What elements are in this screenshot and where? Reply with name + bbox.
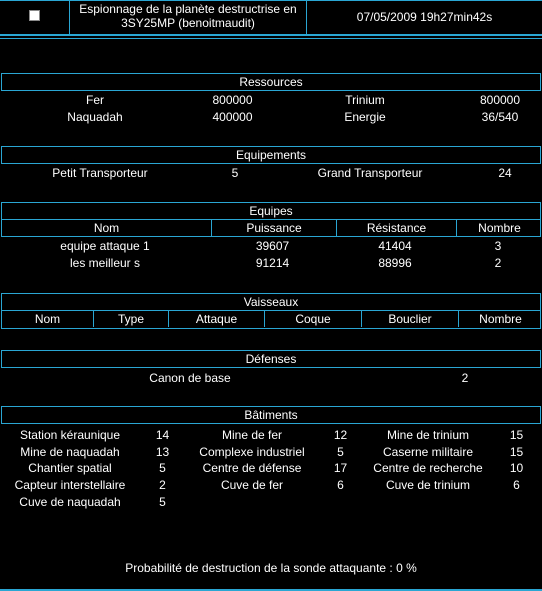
vaisseaux-title: Vaisseaux <box>2 294 540 311</box>
top-bar-top-border <box>0 0 542 1</box>
equipment-count: 5 <box>231 166 239 180</box>
building-level: 10 <box>509 461 524 475</box>
equipements-section <box>1 146 541 164</box>
building-level: 13 <box>155 445 170 459</box>
batiments-section <box>1 406 541 424</box>
equipment-name: Grand Transporteur <box>317 166 423 180</box>
report-datetime: 07/05/2009 19h27min42s <box>356 10 493 24</box>
select-checkbox[interactable] <box>29 10 40 21</box>
building-name: Mine de naquadah <box>20 445 120 459</box>
equipements-title: Equipements <box>235 148 307 162</box>
spy-report-title-line1: Espionnage de la planète destructrise en <box>79 2 297 16</box>
building-level: 5 <box>159 461 166 475</box>
vaisseaux-section <box>1 293 541 329</box>
building-level: 15 <box>509 445 524 459</box>
team-resistance: 88996 <box>378 256 412 270</box>
resource-value: 36/540 <box>481 110 519 124</box>
building-name: Mine de fer <box>221 428 283 442</box>
building-level: 12 <box>333 428 348 442</box>
resource-value: 400000 <box>212 110 253 124</box>
ressources-title: Ressources <box>239 75 303 89</box>
spy-report-title <box>70 2 306 30</box>
resource-value: 800000 <box>212 93 253 107</box>
building-level: 6 <box>337 478 344 492</box>
top-bar <box>0 0 542 34</box>
building-level: 2 <box>159 478 166 492</box>
building-level: 14 <box>155 428 170 442</box>
team-power: 91214 <box>255 256 290 270</box>
equipes-title: Equipes <box>2 203 540 220</box>
defenses-section <box>1 350 541 368</box>
top-bar-underline <box>0 38 542 39</box>
defense-count: 2 <box>461 371 469 385</box>
defenses-title: Défenses <box>245 352 297 366</box>
column-header-puissance: Puissance <box>246 221 302 235</box>
building-level: 15 <box>509 428 524 442</box>
team-resistance: 41404 <box>378 239 412 253</box>
probability-text: Probabilité de destruction de la sonde attaquante : 0 % <box>125 561 417 575</box>
resource-name: Energie <box>344 110 386 124</box>
column-header-nombre: Nombre <box>479 312 522 326</box>
top-bar-bottom-border <box>0 34 542 36</box>
building-name: Caserne militaire <box>382 445 474 459</box>
building-level: 6 <box>513 478 520 492</box>
ressources-section <box>1 73 541 91</box>
defense-name: Canon de base <box>149 371 231 385</box>
building-name: Centre de défense <box>202 461 302 475</box>
building-name: Centre de recherche <box>373 461 483 475</box>
column-header-nombre: Nombre <box>478 221 521 235</box>
column-header-attaque: Attaque <box>195 312 238 326</box>
team-power: 39607 <box>255 239 290 253</box>
batiments-title: Bâtiments <box>244 408 298 422</box>
resource-name: Trinium <box>345 93 385 107</box>
building-level: 5 <box>159 495 166 509</box>
building-level: 17 <box>333 461 348 475</box>
team-name: equipe attaque 1 <box>60 239 150 253</box>
building-name: Cuve de trinium <box>385 478 471 492</box>
building-level: 5 <box>337 445 344 459</box>
resource-name: Fer <box>86 93 104 107</box>
column-header-bouclier: Bouclier <box>388 312 432 326</box>
equipment-name: Petit Transporteur <box>52 166 148 180</box>
column-header-coque: Coque <box>295 312 331 326</box>
equipment-count: 24 <box>498 166 512 180</box>
building-name: Complexe industriel <box>199 445 305 459</box>
building-name: Chantier spatial <box>28 461 112 475</box>
spy-report-title-line2: 3SY25MP (benoitmaudit) <box>121 16 255 30</box>
equipes-section <box>1 202 541 237</box>
resource-name: Naquadah <box>67 110 123 124</box>
column-header-nom: Nom <box>34 312 61 326</box>
team-name: les meilleur s <box>69 256 141 270</box>
building-name: Mine de trinium <box>386 428 470 442</box>
building-name: Cuve de fer <box>220 478 284 492</box>
column-header-nom: Nom <box>93 221 120 235</box>
column-header-resistance: Résistance <box>366 221 427 235</box>
team-count: 2 <box>494 256 502 270</box>
column-header-type: Type <box>117 312 144 326</box>
building-name: Cuve de naquadah <box>19 495 121 509</box>
resource-value: 800000 <box>479 93 521 107</box>
team-count: 3 <box>494 239 502 253</box>
building-name: Station kéraunique <box>19 428 121 442</box>
building-name: Capteur interstellaire <box>14 478 126 492</box>
